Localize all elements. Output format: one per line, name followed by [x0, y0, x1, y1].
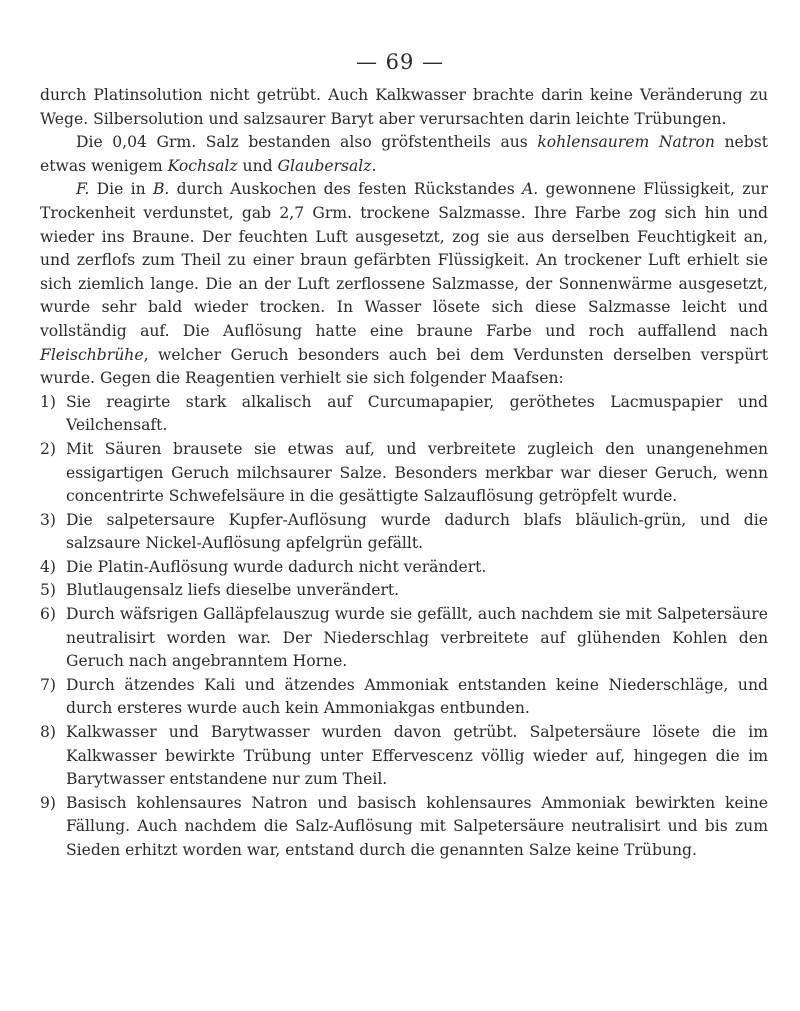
- list-item: [40, 509, 768, 556]
- list-item: [40, 674, 768, 721]
- list-text: Kalkwasser und Barytwasser wurden davon getrübt. Salpetersäure lösete die im Kalkwasser bewirkte Trübung unter Effervescenz völlig wieder auf, hingegen die im Barytwasser entstandene nur zum Theil.: [66, 723, 768, 789]
- list-number: 4): [40, 557, 57, 576]
- section-f-part2: durch Auskochen des festen Rückstandes: [169, 180, 522, 199]
- list-text: Mit Säuren brausete sie etwas auf, und verbreitete zugleich den unangenehmen essigartigen Geruch milchsaurer Salze. Besonders merkbar war dieser Geruch, wenn concentrirte Schwefelsäure in die gesättigte Salzauflösung getröpfelt wurde.: [66, 439, 768, 506]
- list-text: Die salpetersaure Kupfer-Auflösung wurde dadurch blafs bläulich-grün, und die salzsaure Nickel-Auflösung apfelgrün gefällt.: [66, 510, 768, 553]
- list-item: [40, 556, 768, 580]
- emphasis-glaubersalz: Glaubersalz: [277, 156, 372, 175]
- list-text: Die Platin-Auflösung wurde dadurch nicht verändert.: [66, 557, 487, 576]
- summary-and: und: [237, 156, 278, 175]
- page-body: [40, 84, 768, 863]
- list-number: 9): [40, 793, 57, 812]
- list-item: [40, 579, 768, 603]
- section-f-part3: gewonnene Flüssigkeit, zur Trockenheit verdunstet, gab 2,7 Grm. trockene Salzmasse. Ihre Farbe zog sich hin und wieder ins Braune. Der feuchten Luft ausgesetzt, zog sie aus derselben Feuchtigkeit an, und zerflofs zum Theil zu einer braun gefärbten Flüssigkeit. An trockener Luft erhielt sie sich ziemlich lange. Die an der Luft zerflossene Salzmasse, der Sonnenwärme ausgesetzt, wurde sehr bald wieder trocken. In Wasser lösete sich diese Salzmasse leicht und vollständig auf. Die Auflösung hatte eine braune Farbe und roch auffallend nach: [40, 180, 768, 340]
- list-number: 7): [40, 675, 57, 694]
- summary-suffix: .: [371, 156, 377, 175]
- list-number: 5): [40, 581, 57, 600]
- list-number: 1): [40, 392, 57, 411]
- reference-b: B.: [152, 180, 170, 199]
- emphasis-fleischbruehe: Fleischbrühe: [40, 345, 144, 364]
- list-item: [40, 792, 768, 863]
- list-text: Durch wäfsrigen Galläpfelauszug wurde sie gefällt, auch nachdem sie mit Salpetersäure neutralisirt worden war. Der Niederschlag verbreitete auf glühenden Kohlen den Geruch nach angebranntem Horne.: [66, 605, 768, 671]
- list-item: [40, 721, 768, 792]
- reference-a: A.: [522, 180, 539, 199]
- emphasis-kochsalz: Kochsalz: [167, 156, 238, 175]
- emphasis-kohlensaurem-natron: kohlensaurem Natron: [537, 133, 715, 152]
- list-number: 2): [40, 439, 57, 458]
- summary-paragraph: [40, 131, 768, 178]
- list-text: Blutlaugensalz liefs dieselbe unverändert.: [66, 581, 400, 600]
- list-text: Basisch kohlensaures Natron und basisch kohlensaures Ammoniak bewirkten keine Fällung. Auch nachdem die Salz-Auflösung mit Salpetersäure neutralisirt und bis zum Sieden erhitzt worden war, entstand durch die genannten Salze keine Trübung.: [66, 793, 768, 859]
- list-number: 8): [40, 723, 57, 742]
- summary-mid: nebst etwas wenigem: [40, 133, 768, 175]
- list-number: 3): [40, 510, 57, 529]
- list-item: [40, 603, 768, 674]
- intro-paragraph: durch Platinsolution nicht getrübt. Auch Kalkwasser brachte darin keine Veränderung zu Wege. Silbersolution und salzsaurer Baryt aber verursachten darin leichte Trübungen.: [40, 86, 768, 128]
- page-number: — 69 —: [355, 50, 445, 74]
- list-text: Sie reagirte stark alkalisch auf Curcumapapier, geröthetes Lacmuspapier und Veilchensaft.: [66, 392, 768, 435]
- section-f-paragraph: [40, 178, 768, 390]
- list-number: 6): [40, 605, 57, 624]
- list-item: [40, 438, 768, 509]
- list-text: Durch ätzendes Kali und ätzendes Ammoniak entstanden keine Niederschläge, und durch ersteres wurde auch kein Ammoniakgas entbunden.: [66, 675, 768, 718]
- summary-prefix: Die 0,04 Grm. Salz bestanden also gröfstentheils aus: [76, 133, 538, 152]
- section-f-part1: Die in: [89, 180, 153, 199]
- section-f-part4: , welcher Geruch besonders auch bei dem Verdunsten derselben verspürt wurde. Gegen die Reagentien verhielt sie sich folgender Maafsen:: [40, 345, 768, 388]
- section-label-f: F.: [76, 180, 90, 199]
- list-item: [40, 391, 768, 438]
